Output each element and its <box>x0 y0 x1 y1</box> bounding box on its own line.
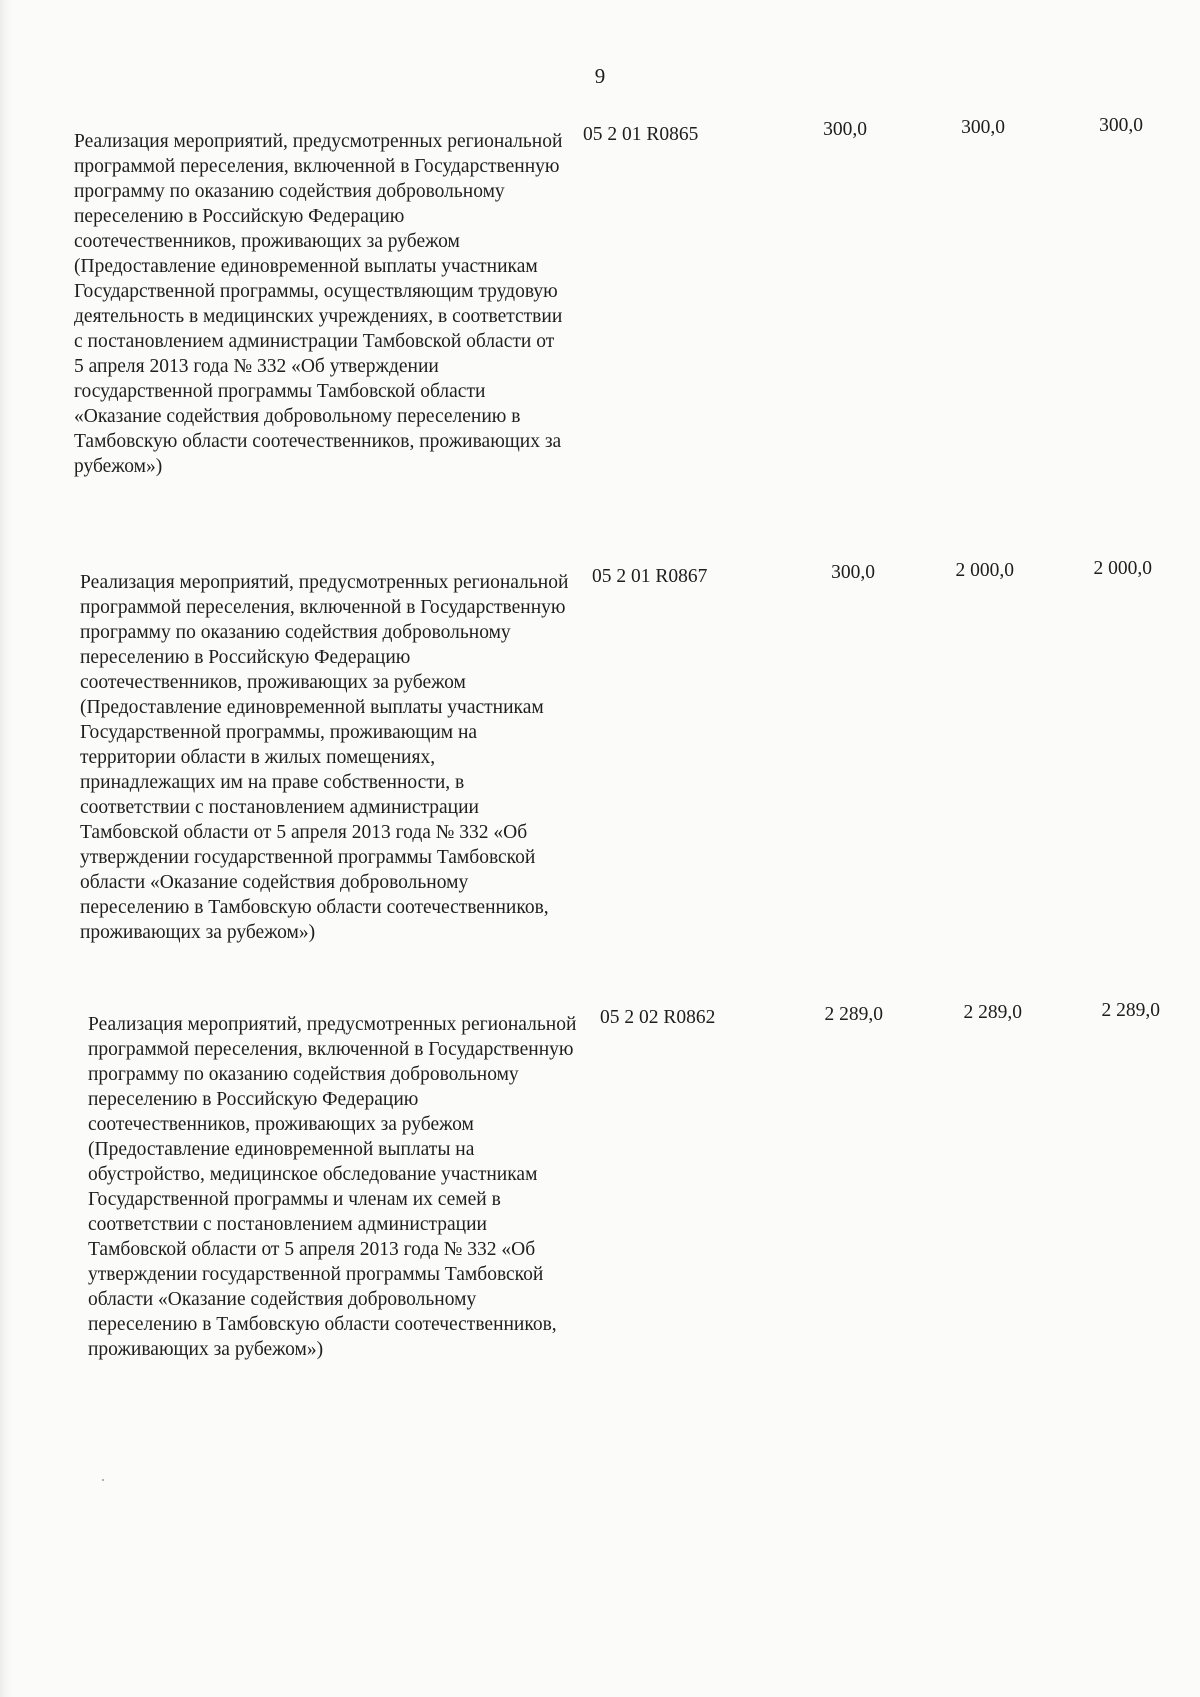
row-value-2: 2 289,0 <box>963 1002 1022 1023</box>
row-code: 05 2 01 R0867 <box>592 566 708 587</box>
row-value-3: 300,0 <box>1099 115 1143 136</box>
row-code: 05 2 01 R0865 <box>583 124 699 145</box>
row-value-1: 300,0 <box>831 562 875 583</box>
row-description: Реализация мероприятий, предусмотренных региональной программой переселения, включенной в Государственную программу по оказанию содействия добровольному переселению в Российскую Федерацию соотечественников, проживающих за рубежом (Предоставление единовременной выплаты участникам Государственной программы, проживающим на территории области в жилых помещениях, принадлежащих им на праве собственности, в соответствии с постановлением администрации Тамбовской области от 5 апреля 2013 года № 332 «Об утверждении государственной программы Тамбовской области «Оказание содействия добровольному переселению в Тамбовскую области соотечественников, проживающих за рубежом») <box>80 572 569 943</box>
row-value-1: 2 289,0 <box>824 1004 883 1025</box>
page-number: 9 <box>594 64 606 88</box>
row-value-2: 2 000,0 <box>955 560 1014 581</box>
scan-edge-shadow <box>0 0 14 1697</box>
row-value-2: 300,0 <box>961 117 1005 138</box>
row-value-3: 2 289,0 <box>1101 1000 1160 1021</box>
row-description: Реализация мероприятий, предусмотренных региональной программой переселения, включенной в Государственную программу по оказанию содействия добровольному переселению в Российскую Федерацию соотечественников, проживающих за рубежом (Предоставление единовременной выплаты на обустройство, медицинское обследование участникам Государственной программы и членам их семей в соответствии с постановлением администрации Тамбовской области от 5 апреля 2013 года № 332 «Об утверждении государственной программы Тамбовской области «Оказание содействия добровольному переселению в Тамбовскую области соотечественников, проживающих за рубежом») <box>88 1014 577 1360</box>
scan-speck <box>102 1479 104 1481</box>
row-value-1: 300,0 <box>823 119 867 140</box>
row-value-3: 2 000,0 <box>1093 558 1152 579</box>
row-code: 05 2 02 R0862 <box>600 1007 716 1028</box>
row-description: Реализация мероприятий, предусмотренных региональной программой переселения, включенной в Государственную программу по оказанию содействия добровольному переселению в Российскую Федерацию соотечественников, проживающих за рубежом (Предоставление единовременной выплаты участникам Государственной программы, осуществляющим трудовую деятельность в медицинских учреждениях, в соответствии с постановлением администрации Тамбовской области от 5 апреля 2013 года № 332 «Об утверждении государственной программы Тамбовской области «Оказание содействия добровольному переселению в Тамбовскую области соотечественников, проживающих за рубежом») <box>74 131 563 477</box>
